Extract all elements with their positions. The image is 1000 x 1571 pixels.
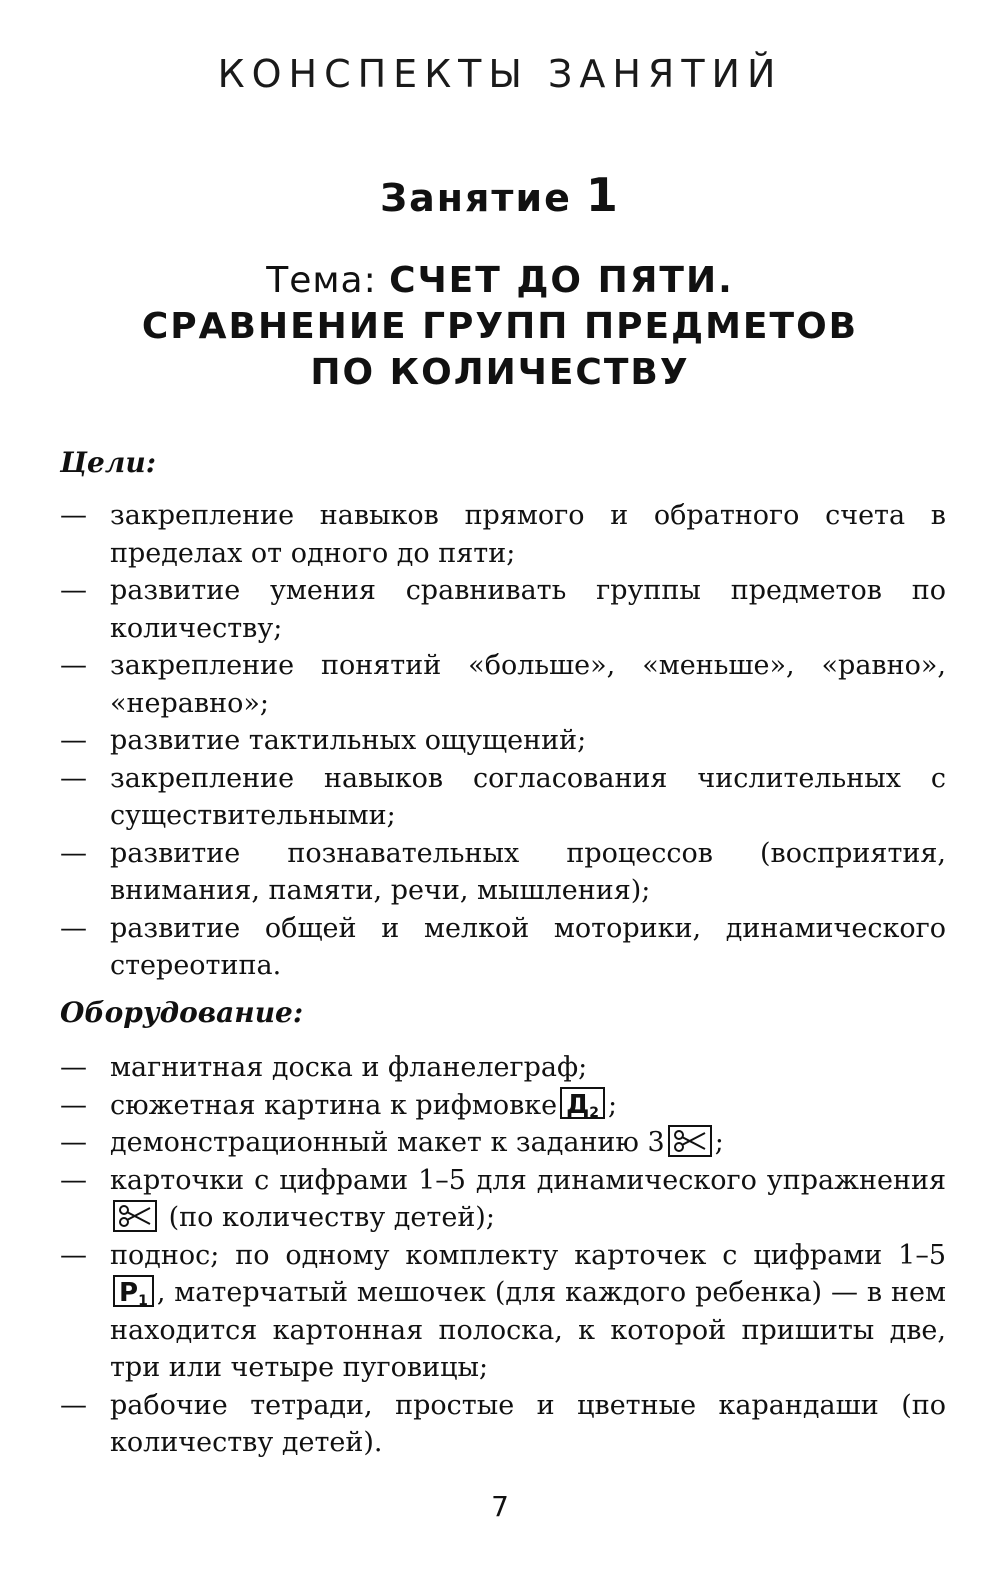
equipment-list [60,1049,946,1462]
topic-line-1: СЧЕТ ДО ПЯТИ. [389,260,734,301]
list-item: — карточки с цифрами 1–5 для динамического упражнения (по количеству детей); [60,1164,946,1233]
running-header: КОНСПЕКТЫ ЗАНЯТИЙ [217,52,783,96]
lesson-label: Занятие [380,176,572,220]
list-item: — закрепление понятий «больше», «меньше», «равно», «неравно»; [60,650,946,719]
list-item: — развитие общей и мелкой моторики, динамического стереотипа. [60,912,946,981]
topic-line-3: ПО КОЛИЧЕСТВУ [310,352,690,393]
goals-title: Цели: [60,446,157,479]
goals-list [60,497,946,985]
list-item: — поднос; по одному комплекту карточек с цифрами 1–5 $Р_1$ , матерчатый мешочек (для каждого ребенка) — в нем находится картонная полоска, к которой пришиты две, три или четыре пуговицы; [60,1239,946,1383]
list-item: — закрепление навыков согласования числительных с существительными; [60,762,946,831]
lesson-title [0,168,1000,222]
lesson-number: 1 [585,168,620,222]
handout-d2-badge: $Д_2$ [560,1087,605,1119]
topic-label: Тема: [266,260,377,301]
list-item: — магнитная доска и фланелеграф; [60,1052,588,1083]
topic-line-2: СРАВНЕНИЕ ГРУПП ПРЕДМЕТОВ [141,306,859,347]
list-item: — рабочие тетради, простые и цветные карандаши (по количеству детей). [60,1389,946,1458]
list-item: — демонстрационный макет к заданию 3 ; [60,1124,946,1162]
handout-p1-badge: $Р_1$ [113,1275,154,1307]
page-number: 7 [491,1490,509,1523]
list-item: — сюжетная картина к рифмовке $Д_2$ ; [60,1087,946,1125]
list-item: — развитие познавательных процессов (восприятия, внимания, памяти, речи, мышления); [60,837,946,906]
scissors-icon [113,1200,157,1232]
topic-heading [0,258,1000,396]
list-item: — развитие умения сравнивать группы предметов по количеству; [60,575,946,644]
scissors-icon [668,1125,712,1157]
list-item: — развитие тактильных ощущений; [60,725,587,756]
equipment-title: Оборудование: [60,996,304,1029]
list-item: — закрепление навыков прямого и обратного счета в пределах от одного до пяти; [60,500,946,569]
